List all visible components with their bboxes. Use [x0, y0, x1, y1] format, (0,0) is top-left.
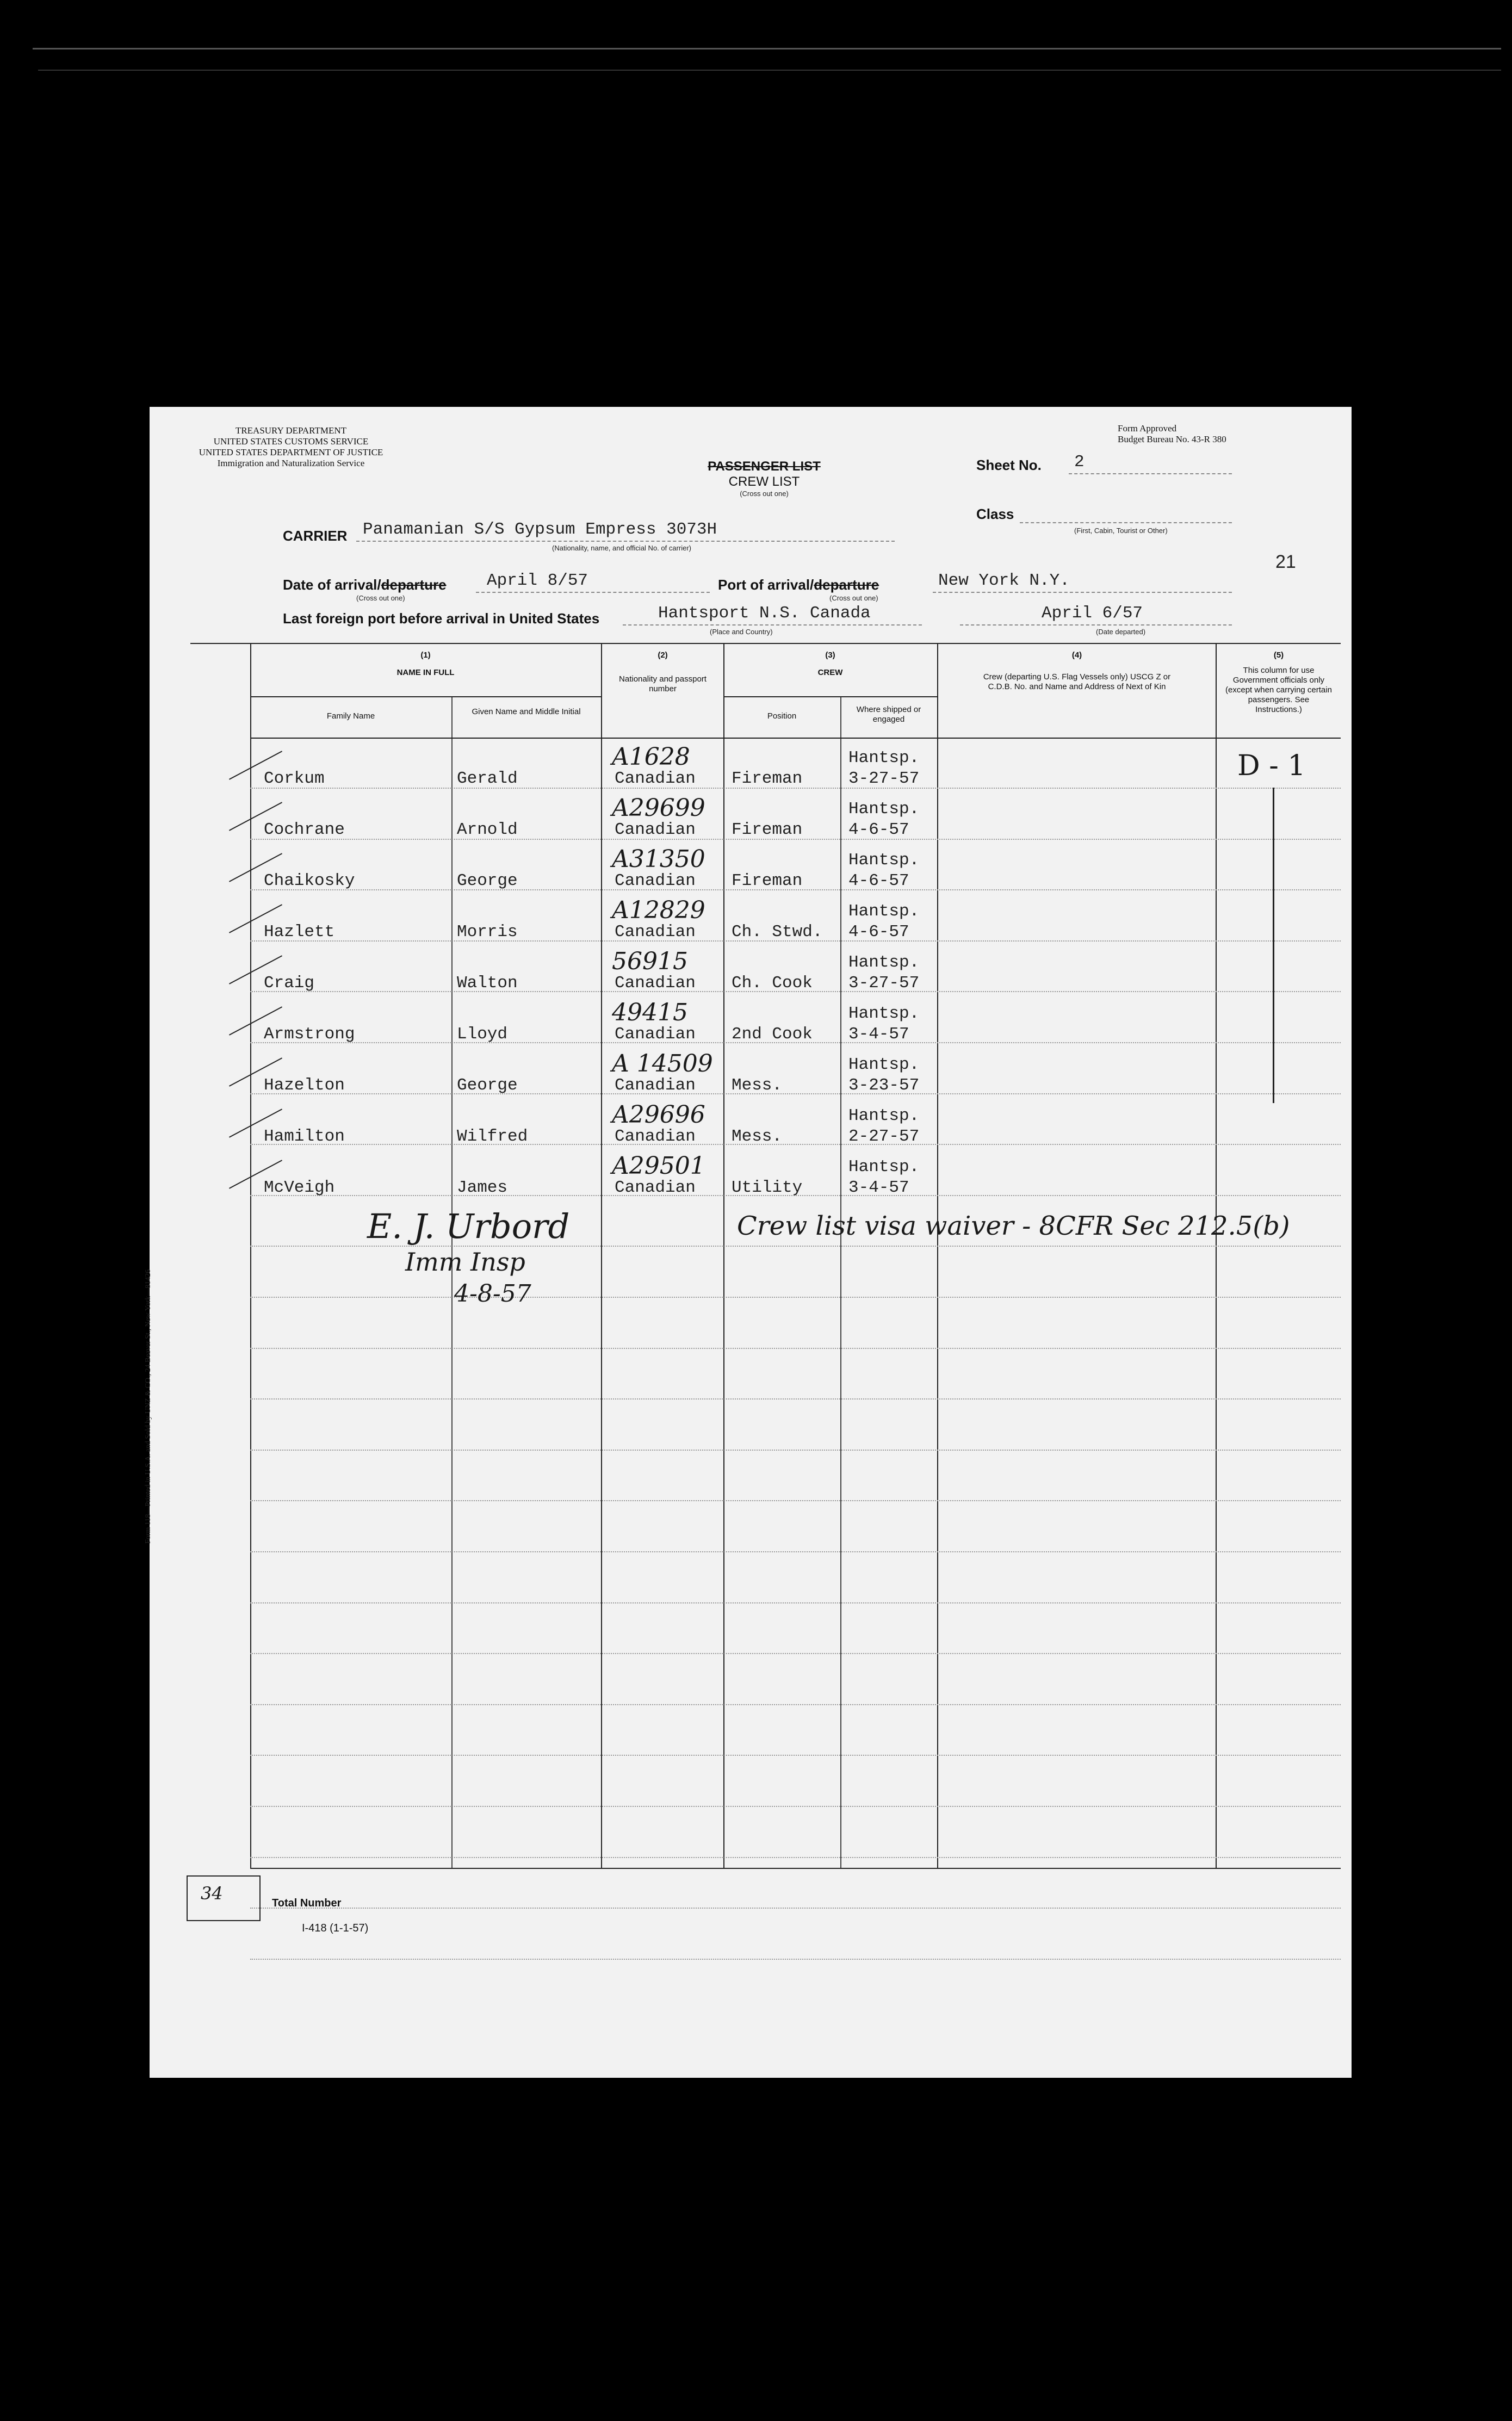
- col-number: (5): [1273, 651, 1284, 660]
- nationality: Canadian: [615, 871, 696, 890]
- dept-line: UNITED STATES CUSTOMS SERVICE: [213, 436, 369, 447]
- crew-list-form: [144, 407, 1352, 2078]
- shipped-date: 4-6-57: [848, 820, 909, 839]
- form-approved: [1118, 423, 1259, 445]
- shipped-place: Hantsp.: [848, 902, 920, 921]
- dept-line: TREASURY DEPARTMENT: [235, 425, 347, 436]
- port-departure-struck: departure: [814, 577, 879, 593]
- family-name: Corkum: [264, 769, 325, 788]
- family-name-header: Family Name: [326, 711, 375, 721]
- dept-line: UNITED STATES DEPARTMENT OF JUSTICE: [199, 447, 383, 457]
- given-name: Wilfred: [457, 1127, 528, 1146]
- lastport-line: [623, 624, 922, 626]
- shipped-date: 3-27-57: [848, 769, 920, 788]
- given-name: Gerald: [457, 769, 518, 788]
- signature-date: 4-8-57: [454, 1280, 531, 1308]
- col-number: (3): [825, 651, 835, 660]
- row-rule: [250, 1806, 1341, 1807]
- departed-line: [960, 624, 1232, 626]
- port-value: New York N.Y.: [938, 571, 1070, 590]
- row-rule: [250, 1144, 1341, 1145]
- family-name: Craig: [264, 974, 315, 993]
- row-rule: [250, 1908, 1341, 1909]
- departed-value: April 6/57: [1042, 604, 1143, 623]
- col-subdivider: [840, 696, 841, 1868]
- shipped-date: 2-27-57: [848, 1127, 920, 1146]
- shipped-place: Hantsp.: [848, 1004, 920, 1023]
- family-name: McVeigh: [264, 1178, 335, 1197]
- passport-number: A31350: [612, 845, 705, 873]
- shipped-date: 3-4-57: [848, 1178, 909, 1197]
- row-rule: [250, 1602, 1341, 1603]
- waiver-note: Crew list visa waiver - 8CFR Sec 212.5(b): [737, 1211, 1290, 1241]
- shipped-place: Hantsp.: [848, 748, 920, 767]
- col-divider: [723, 643, 724, 1868]
- col-number: (4): [1071, 651, 1082, 660]
- bracket-line: [1273, 788, 1274, 1103]
- crew-list-title: CREW LIST: [728, 474, 800, 489]
- row-rule: [250, 1450, 1341, 1451]
- date-label-text: Date of arrival/: [283, 577, 381, 593]
- class-line: [1020, 522, 1232, 523]
- passport-number: 56915: [612, 948, 688, 975]
- header-subrule: [250, 696, 601, 697]
- table-bottom-rule: [250, 1868, 1341, 1869]
- passport-number: A1628: [612, 743, 690, 771]
- date-departure-struck: departure: [381, 577, 447, 593]
- carrier-note: (Nationality, name, and official No. of carrier): [552, 544, 692, 552]
- arrival-date-value: April 8/57: [487, 571, 588, 590]
- shipped-date: 4-6-57: [848, 922, 909, 942]
- position: Mess.: [732, 1076, 783, 1095]
- nationality: Canadian: [615, 1178, 696, 1197]
- position: Fireman: [732, 820, 803, 839]
- col-title: CREW: [817, 668, 843, 677]
- nationality: Canadian: [615, 974, 696, 993]
- lastport-note: (Place and Country): [710, 628, 773, 636]
- given-name: Morris: [457, 922, 518, 942]
- page-number: 21: [1275, 552, 1296, 572]
- row-rule: [250, 1348, 1341, 1349]
- shipped-date: 3-23-57: [848, 1076, 920, 1095]
- given-name: Walton: [457, 974, 518, 993]
- film-edge-line: [38, 70, 1501, 71]
- nationality: Canadian: [615, 922, 696, 942]
- col-title: This column for use Government officials only (except when carrying certain passengers. See Instructions.): [1225, 666, 1332, 714]
- shipped-place: Hantsp.: [848, 1157, 920, 1177]
- shipped-place: Hantsp.: [848, 1055, 920, 1074]
- header-bottom-rule: [250, 738, 1341, 739]
- port-label: [718, 577, 879, 593]
- col2-header: [602, 651, 723, 694]
- position: Ch. Stwd.: [732, 922, 823, 942]
- sheet-no-label: Sheet No.: [976, 457, 1042, 473]
- cross-out-note: (Cross out one): [740, 490, 789, 498]
- total-box: [187, 1875, 261, 1921]
- table-top-rule: [190, 643, 1341, 644]
- shipped-date: 4-6-57: [848, 871, 909, 890]
- family-name: Cochrane: [264, 820, 345, 839]
- position: Utility: [732, 1178, 803, 1197]
- col-number: (2): [658, 651, 668, 660]
- form-approved-label: Form Approved: [1118, 423, 1177, 434]
- row-rule: [250, 1398, 1341, 1400]
- list-title: [672, 459, 857, 498]
- class-label: Class: [976, 506, 1014, 522]
- signature-title: Imm Insp: [405, 1247, 525, 1277]
- nationality: Canadian: [615, 769, 696, 788]
- passport-number: A29696: [612, 1101, 705, 1129]
- shipped-place: Hantsp.: [848, 800, 920, 819]
- printer-imprint: Form 118—Printed in U.S.A. and Sold by UNZ & CO., 24 Beaver St., New York—81426: [144, 1269, 152, 1544]
- carrier-line: [356, 541, 895, 542]
- col-divider: [937, 643, 938, 1868]
- position: Mess.: [732, 1127, 783, 1146]
- shipped-place: Hantsp.: [848, 851, 920, 870]
- passport-number: A 14509: [612, 1050, 713, 1078]
- col3-header: [723, 651, 937, 678]
- family-name: Armstrong: [264, 1025, 355, 1044]
- port-note: (Cross out one): [829, 594, 878, 602]
- col5-header: [1217, 651, 1341, 715]
- d1-annotation: D - 1: [1237, 750, 1306, 782]
- row-rule: [250, 1755, 1341, 1756]
- total-box-number: 34: [201, 1883, 223, 1904]
- col-divider: [1216, 643, 1217, 1868]
- date-label: [283, 577, 447, 593]
- position-header: Position: [767, 711, 797, 721]
- passenger-list-struck: PASSENGER LIST: [708, 459, 821, 474]
- row-rule: [250, 1500, 1341, 1501]
- nationality: Canadian: [615, 1076, 696, 1095]
- position: Fireman: [732, 769, 803, 788]
- col-title: Nationality and passport number: [619, 674, 707, 694]
- carrier-value: Panamanian S/S Gypsum Empress 3073H: [363, 520, 717, 539]
- col-title: Crew (departing U.S. Flag Vessels only) USCG Z or C.D.B. No. and Name and Address of Next of Kin: [983, 672, 1171, 691]
- col-number: (1): [420, 651, 431, 660]
- shipped-place: Hantsp.: [848, 953, 920, 972]
- position: 2nd Cook: [732, 1025, 813, 1044]
- family-name: Chaikosky: [264, 871, 355, 890]
- row-rule: [250, 1959, 1341, 1960]
- total-label: Total Number: [272, 1897, 342, 1909]
- given-name: George: [457, 871, 518, 890]
- position: Ch. Cook: [732, 974, 813, 993]
- col4-header: [938, 651, 1216, 692]
- nationality: Canadian: [615, 820, 696, 839]
- row-rule: [250, 1857, 1341, 1858]
- family-name: Hazelton: [264, 1076, 345, 1095]
- form-number: I-418 (1-1-57): [302, 1922, 369, 1934]
- lastport-label: Last foreign port before arrival in United States: [283, 610, 600, 627]
- dept-line: Immigration and Naturalization Service: [217, 458, 365, 468]
- row-rule: [250, 1093, 1341, 1094]
- position: Fireman: [732, 871, 803, 890]
- passport-number: A12829: [612, 896, 705, 924]
- col1-header: [250, 651, 601, 678]
- col-title: NAME IN FULL: [396, 668, 455, 677]
- nationality: Canadian: [615, 1127, 696, 1146]
- shipped-place: Hantsp.: [848, 1106, 920, 1125]
- shipped-header: Where shipped or engaged: [856, 705, 921, 724]
- shipped-date: 3-27-57: [848, 974, 920, 993]
- shipped-date: 3-4-57: [848, 1025, 909, 1044]
- col-subdivider: [451, 696, 453, 1868]
- nationality: Canadian: [615, 1025, 696, 1044]
- given-name-header: Given Name and Middle Initial: [472, 707, 581, 716]
- class-note: (First, Cabin, Tourist or Other): [1074, 527, 1168, 535]
- family-name: Hamilton: [264, 1127, 345, 1146]
- col-divider: [601, 643, 602, 1868]
- port-line: [933, 592, 1232, 593]
- given-name: James: [457, 1178, 508, 1197]
- passport-number: 49415: [612, 999, 688, 1026]
- departed-note: (Date departed): [1096, 628, 1146, 636]
- sheet-no-line: [1069, 473, 1232, 474]
- budget-number: Budget Bureau No. 43-R 380: [1118, 434, 1226, 444]
- given-name: Lloyd: [457, 1025, 508, 1044]
- given-name: Arnold: [457, 820, 518, 839]
- row-rule: [250, 1704, 1341, 1705]
- sheet-no-value: 2: [1074, 453, 1085, 472]
- lastport-value: Hantsport N.S. Canada: [658, 604, 871, 623]
- row-rule: [250, 1551, 1341, 1552]
- date-note: (Cross out one): [356, 594, 405, 602]
- passport-number: A29501: [612, 1152, 705, 1180]
- film-edge-line: [33, 48, 1501, 49]
- family-name: Hazlett: [264, 922, 335, 942]
- signature: E. J. Urbord: [367, 1206, 570, 1246]
- given-name: George: [457, 1076, 518, 1095]
- arrival-date-line: [476, 592, 710, 593]
- carrier-label: CARRIER: [283, 528, 348, 544]
- port-label-text: Port of arrival/: [718, 577, 814, 593]
- row-rule: [250, 1653, 1341, 1654]
- department-heading: [182, 425, 400, 469]
- table-left-rule: [250, 643, 251, 1868]
- row-rule: [250, 1297, 1341, 1298]
- header-subrule: [723, 696, 937, 697]
- passport-number: A29699: [612, 794, 705, 822]
